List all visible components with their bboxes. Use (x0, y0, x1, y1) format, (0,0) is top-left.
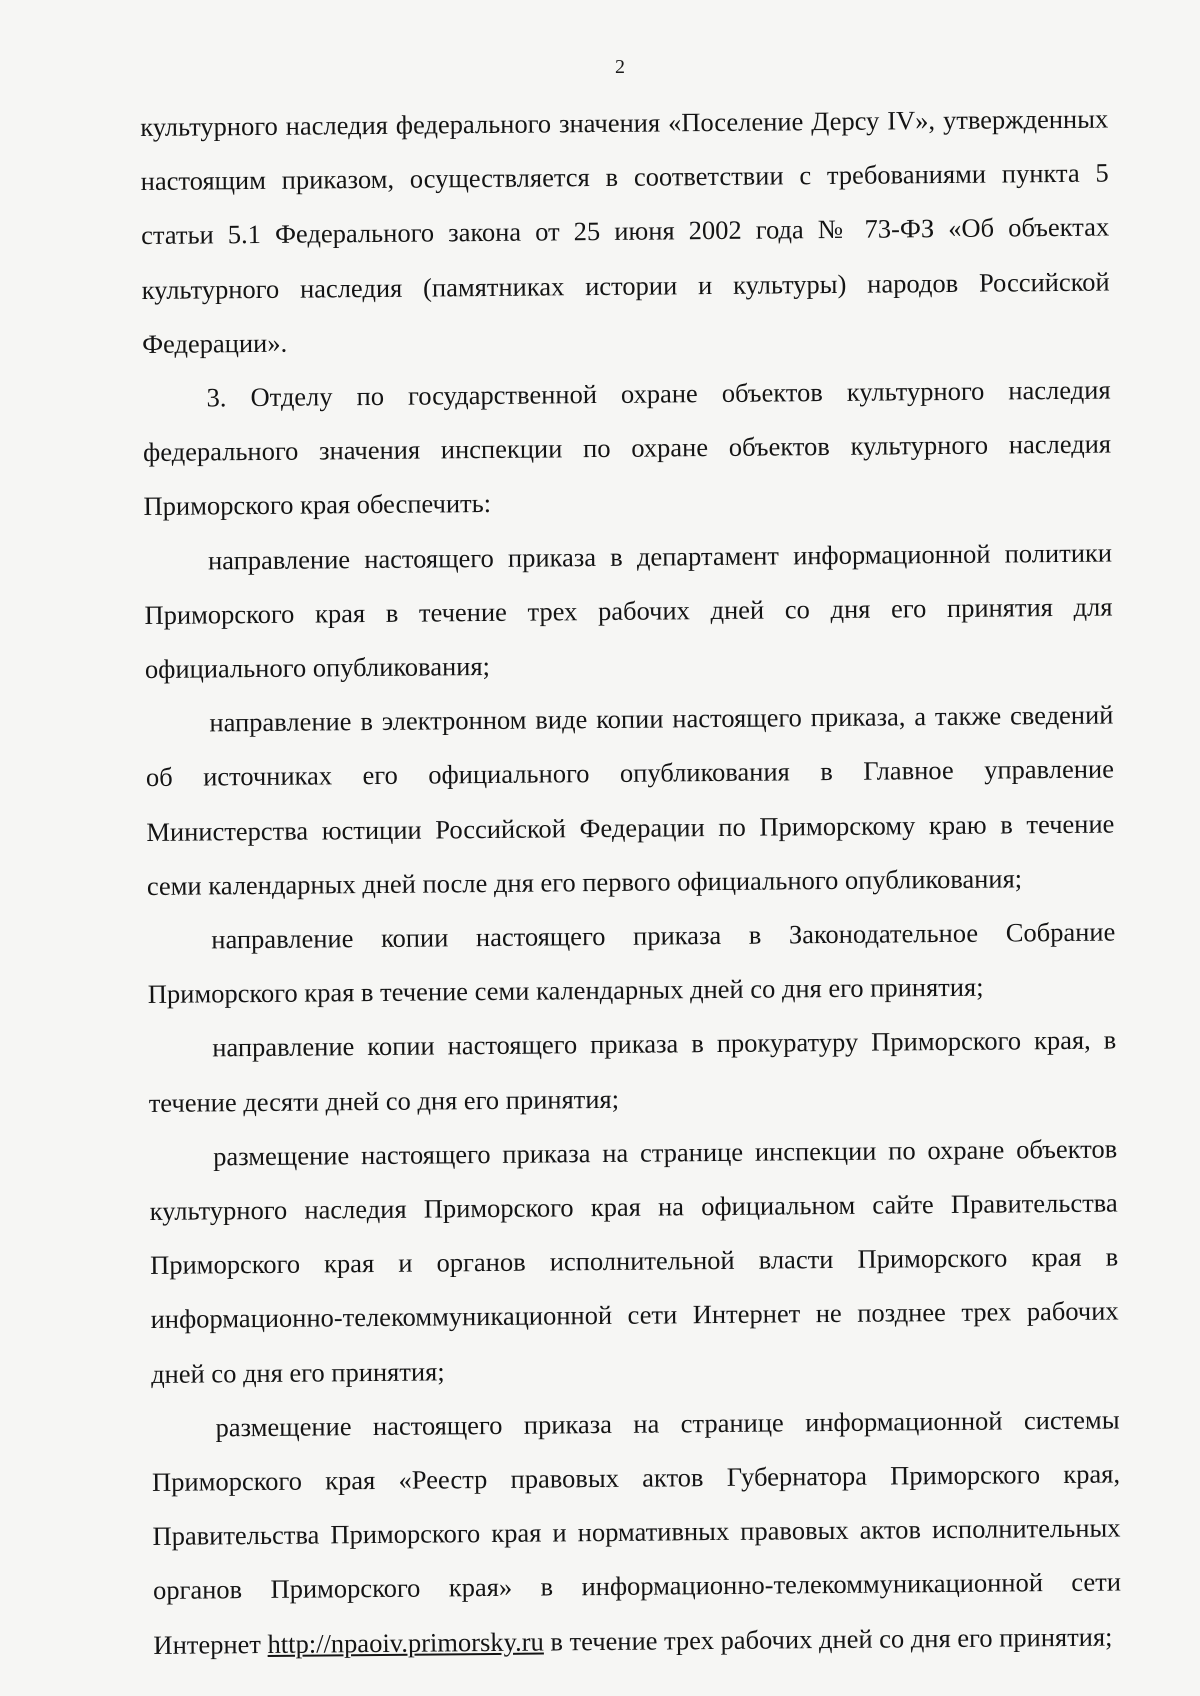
paragraph-official-site: размещение настоящего приказа на странице инспекции по охране объектов культурного наследия Приморского края на официальном сайте Правительства Приморского края и органов исполнительной власти Приморского края в информационно-телекоммуникационной сети Интернет не позднее трех рабочих дней со дня его принятия; (149, 1133, 1119, 1389)
page-number: 2 (615, 56, 625, 78)
registry-text-after-link: в течение трех рабочих дней со дня его принятия; (543, 1621, 1113, 1657)
paragraph-prosecutor: направление копии настоящего приказа в прокуратуру Приморского края, в течение десяти дней со дня его принятия; (148, 1024, 1117, 1118)
paragraph-legislative-assembly: направление копии настоящего приказа в Законодательное Собрание Приморского края в течение семи календарных дней со дня его принятия; (147, 916, 1116, 1010)
paragraph-legal-registry (151, 1392, 1121, 1671)
paragraph-justice-ministry: направление в электронном виде копии настоящего приказа, а также сведений об источниках его официального опубликования в Главное управление Министерства юстиции Российской Федерации по Приморскому краю в течение семи календарных дней после дня его первого официального опубликования; (145, 699, 1115, 901)
paragraph-item-3: 3. Отделу по государственной охране объектов культурного наследия федерального значения инспекции по охране объектов культурного наследия Приморского края обеспечить: (142, 374, 1112, 522)
registry-text-before-link: размещение настоящего приказа на странице информационной системы Приморского края «Реестр правовых актов Губернатора Приморского края, Правительства Приморского края и нормативных правовых актов исполнительных органов Приморского края» в информационно-телекоммуникационной сети Интернет (151, 1404, 1122, 1660)
document-body (140, 92, 1122, 1672)
paragraph-continuation: культурного наследия федерального значения «Поселение Дерсу IV», утвержденных настоящим приказом, осуществляется в соответствии с требованиями пункта 5 статьи 5.1 Федерального закона от 25 июня 2002 года № 73-ФЗ «Об объектах культурного наследия (памятниках истории и культуры) народов Российской Федерации». (140, 103, 1110, 359)
registry-link[interactable]: http://npaoiv.primorsky.ru (267, 1626, 544, 1659)
paragraph-info-policy: направление настоящего приказа в департамент информационной политики Приморского края в течение трех рабочих дней со дня его принятия для официального опубликования; (144, 537, 1113, 685)
